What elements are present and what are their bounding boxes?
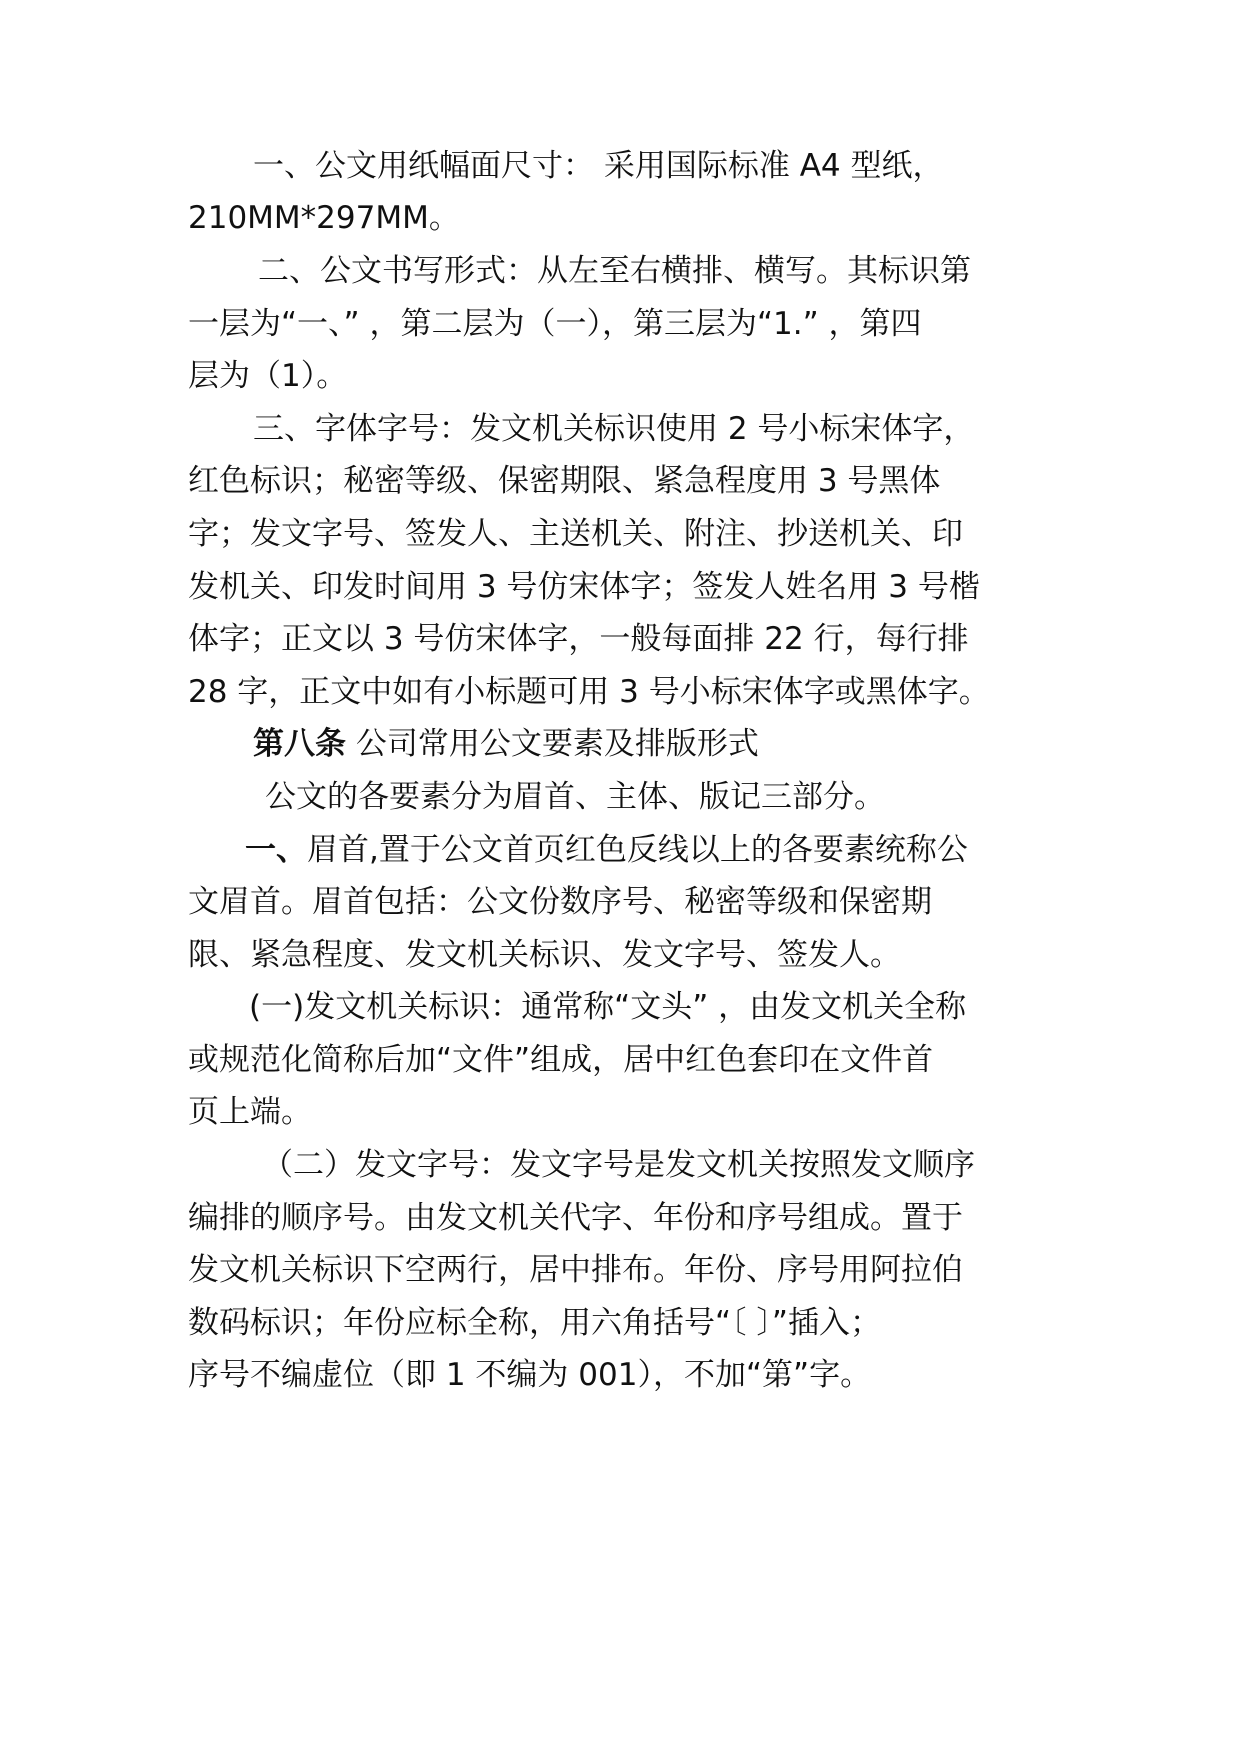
item-number-bold: 一、 — [245, 832, 307, 868]
text-line-22: 发文机关标识下空两行，居中排布。年份、序号用阿拉伯 — [188, 1252, 963, 1288]
text-line-21: 编排的顺序号。由发文机关代字、年份和序号组成。置于 — [188, 1200, 963, 1236]
text-line-17: (一)发文机关标识：通常称“文头” ，由发文机关全称 — [249, 989, 967, 1025]
text-line-23: 数码标识；年份应标全称，用六角括号“〔 〕”插入； — [188, 1305, 881, 1341]
text-line-14-rest: 眉首,置于公文首页红色反线以上的各要素统称公 — [307, 832, 968, 868]
text-line-5: 层为（1）。 — [188, 358, 348, 394]
text-line-7: 红色标识；秘密等级、保密期限、紧急程度用 3 号黑体 — [188, 463, 941, 499]
text-line-24: 序号不编虚位（即 1 不编为 001），不加“第”字。 — [188, 1357, 872, 1393]
text-line-11: 28 字，正文中如有小标题可用 3 号小标宋体字或黑体字。 — [188, 674, 990, 710]
text-line-4: 一层为“一、” ，第二层为（一），第三层为“1.” ，第四 — [188, 306, 922, 342]
text-line-9: 发机关、印发时间用 3 号仿宋体字；签发人姓名用 3 号楷 — [188, 569, 980, 605]
text-line-1: 一、公文用纸幅面尺寸： 采用国际标准 A4 型纸， — [253, 148, 944, 184]
text-line-8: 字；发文字号、签发人、主送机关、附注、抄送机关、印 — [188, 516, 963, 552]
text-line-14 — [245, 830, 968, 870]
text-line-20: （二）发文字号：发文字号是发文机关按照发文顺序 — [262, 1147, 975, 1183]
section-heading-bold: 第八条 — [253, 726, 346, 762]
text-line-15: 文眉首。眉首包括：公文份数序号、秘密等级和保密期 — [188, 884, 932, 920]
text-line-18: 或规范化简称后加“文件”组成，居中红色套印在文件首 — [188, 1042, 934, 1078]
section-heading — [253, 724, 759, 764]
section-heading-text: 公司常用公文要素及排版形式 — [346, 726, 759, 762]
text-line-16: 限、紧急程度、发文机关标识、发文字号、签发人。 — [188, 937, 901, 973]
text-line-10: 体字；正文以 3 号仿宋体字，一般每面排 22 行，每行排 — [188, 621, 969, 657]
text-line-3: 二、公文书写形式：从左至右横排、横写。其标识第 — [258, 253, 971, 289]
text-line-19: 页上端。 — [188, 1094, 312, 1130]
text-line-2: 210MM*297MM。 — [188, 200, 460, 236]
text-line-6: 三、字体字号：发文机关标识使用 2 号小标宋体字， — [253, 411, 975, 447]
text-line-13: 公文的各要素分为眉首、主体、版记三部分。 — [265, 779, 885, 815]
